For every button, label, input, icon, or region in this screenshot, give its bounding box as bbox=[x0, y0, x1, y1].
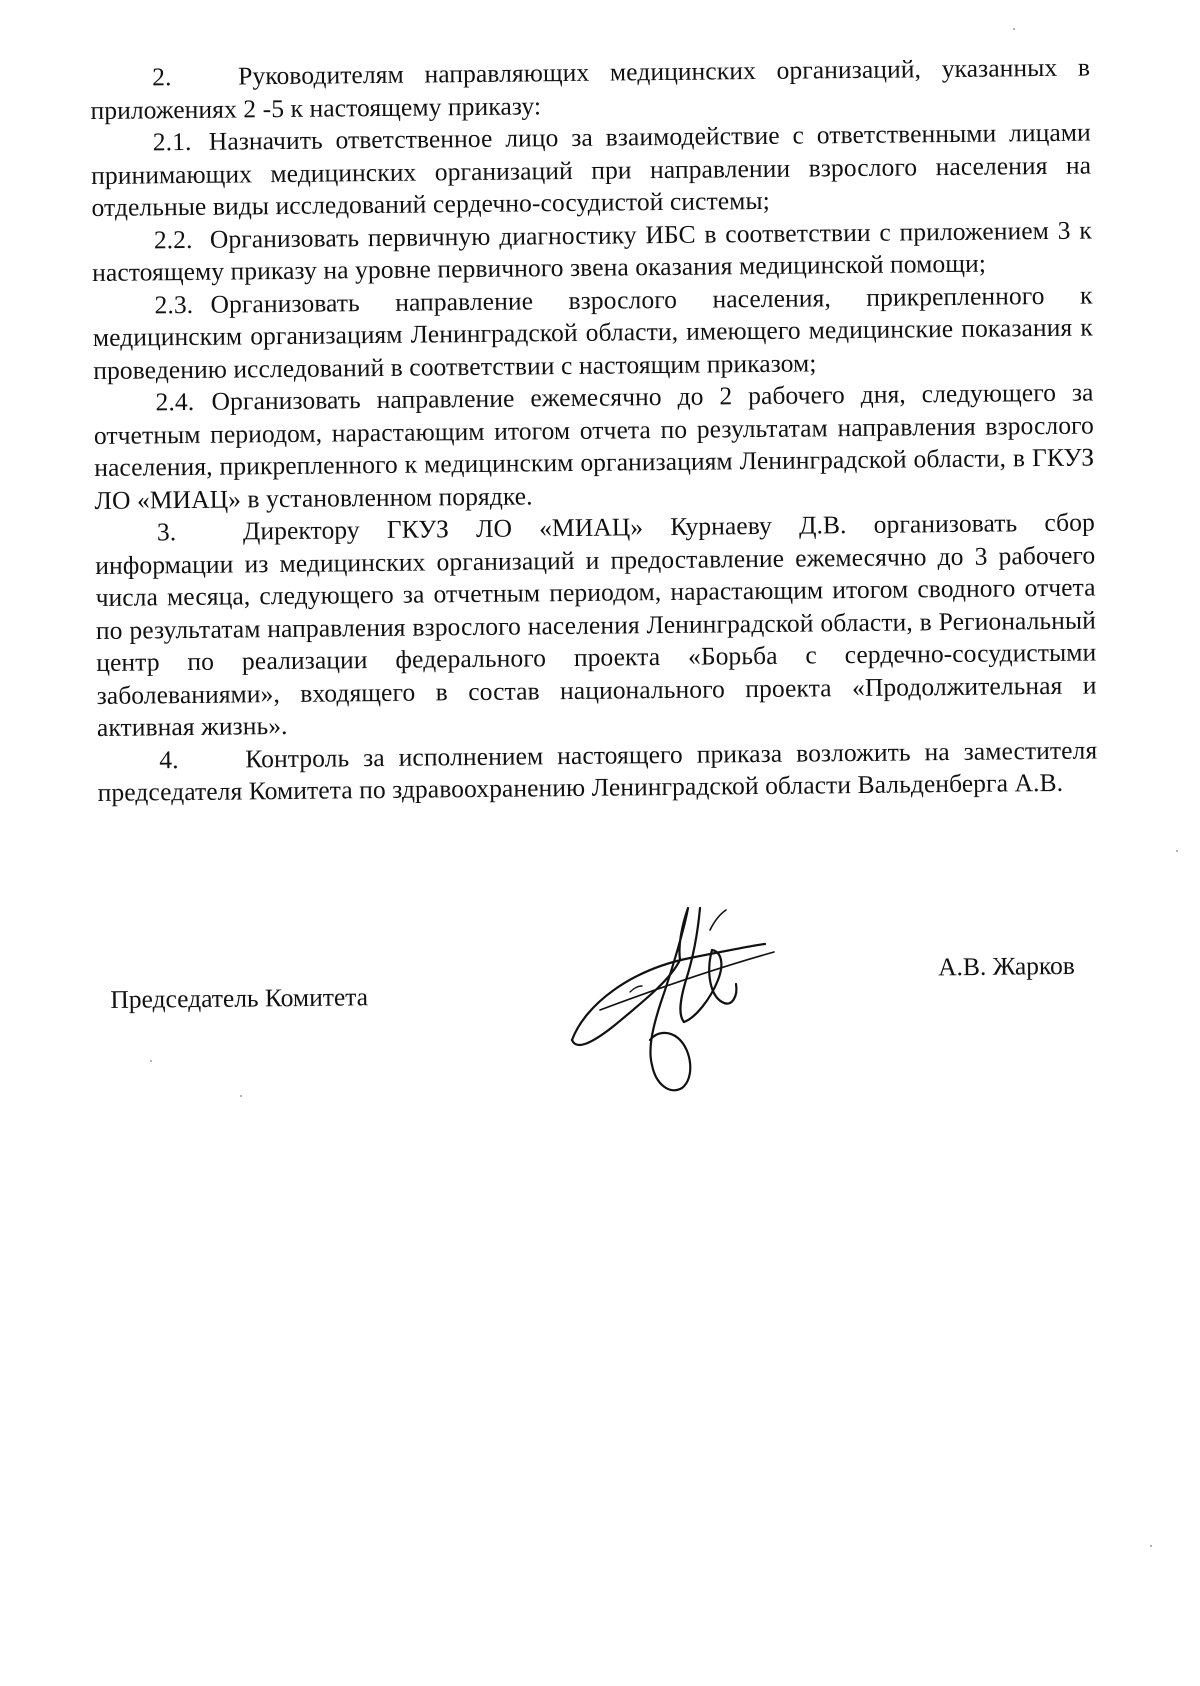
paragraph-3 bbox=[95, 507, 1097, 745]
paragraph-number: 2.2. bbox=[153, 224, 193, 254]
paragraph-text: Директору ГКУЗ ЛО «МИАЦ» Курнаеву Д.В. организовать сбор информации из медицинских организаций и предоставление ежемесячно до 3 рабочего числа месяца, следующего за отчетным периодом, нарастающим итогом сводного отчета по результатам направления взрослого населения Ленинградской области, в Региональный центр по реализации федерального проекта «Борьба с сердечно-сосудистыми заболеваниями», входящего в состав национального проекта «Продолжительная и активная жизнь». bbox=[95, 507, 1097, 742]
paragraph-2 bbox=[90, 52, 1091, 127]
scan-speck bbox=[1176, 850, 1178, 852]
paragraph-number: 4. bbox=[159, 744, 179, 774]
paragraph-number: 2.3. bbox=[154, 289, 194, 319]
paragraph-2-1 bbox=[91, 117, 1092, 225]
paragraph-2-3 bbox=[92, 279, 1093, 387]
document-body bbox=[90, 52, 1098, 810]
scan-speck bbox=[1150, 1545, 1152, 1547]
handwritten-signature-icon bbox=[560, 900, 800, 1100]
paragraph-text: Организовать направление взрослого населения, прикрепленного к медицинским организациям Ленинградской области, имеющего медицинские показания к проведению исследований в соответствии с настоящим приказом; bbox=[92, 280, 1093, 385]
paragraph-2-2 bbox=[92, 214, 1093, 289]
paragraph-number: 2.1. bbox=[152, 126, 192, 157]
scan-speck bbox=[240, 1095, 242, 1097]
scan-speck bbox=[150, 1060, 152, 1062]
paragraph-4 bbox=[97, 734, 1098, 809]
paragraph-text: Контроль за исполнением настоящего приказа возложить на заместителя председателя Комитета по здравоохранению Ленинградской области Вальденберга А.В. bbox=[97, 734, 1098, 807]
signer-position-title: Председатель Комитета bbox=[110, 982, 369, 1014]
scan-speck bbox=[1013, 28, 1015, 30]
paragraph-number: 3. bbox=[156, 517, 177, 547]
paragraph-text: Организовать первичную диагностику ИБС в соответствии с приложением 3 к настоящему приказу на уровне первичного звена оказания медицинской помощи; bbox=[92, 215, 1092, 287]
paragraph-2-4 bbox=[93, 377, 1094, 517]
paragraph-text: Руководителям направляющих медицинских организаций, указанных в приложениях 2 -5 к настоящему приказу: bbox=[90, 52, 1091, 125]
paragraph-text: Назначить ответственное лицо за взаимодействие с ответственными лицами принимающих медицинских организаций при направлении взрослого населения на отдельные виды исследований сердечно-сосудистой системы; bbox=[91, 117, 1092, 222]
paragraph-text: Организовать направление ежемесячно до 2 рабочего дня, следующего за отчетным периодом, нарастающим итогом отчета по результатам направления взрослого населения, прикрепленного к медицинским организациям Ленинградской области, в ГКУЗ ЛО «МИАЦ» в установленном порядке. bbox=[93, 377, 1095, 515]
paragraph-number: 2. bbox=[152, 62, 172, 92]
paragraph-number: 2.4. bbox=[155, 386, 195, 417]
signer-name: А.В. Жарков bbox=[937, 950, 1075, 982]
